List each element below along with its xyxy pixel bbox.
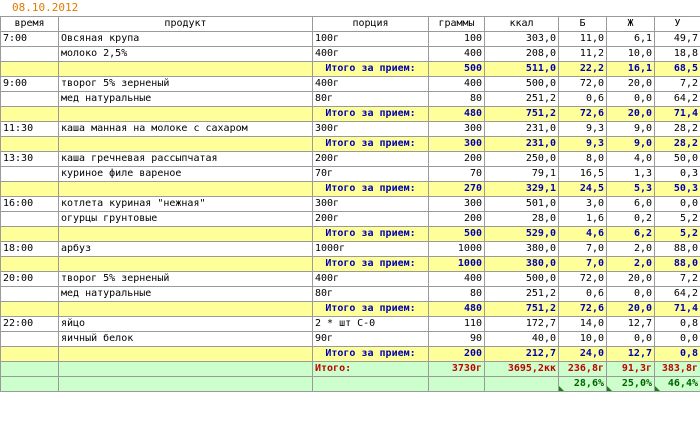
meal-total-carbs[interactable]: 28,2 [655,137,700,152]
cell[interactable] [59,257,313,272]
carbs-cell[interactable]: 64,2 [655,287,700,302]
protein-cell[interactable]: 0,6 [559,92,607,107]
protein-cell[interactable]: 11,2 [559,47,607,62]
protein-cell[interactable]: 9,3 [559,122,607,137]
header-time[interactable]: время [1,17,59,32]
grams-cell[interactable]: 300 [429,197,485,212]
kcal-cell[interactable]: 500,0 [485,77,559,92]
meal-total-protein[interactable]: 4,6 [559,227,607,242]
kcal-cell[interactable]: 28,0 [485,212,559,227]
percent-fat[interactable] [607,377,655,392]
meal-total-grams[interactable]: 200 [429,347,485,362]
meal-total-carbs[interactable]: 88,0 [655,257,700,272]
fat-cell[interactable]: 10,0 [607,47,655,62]
fat-cell[interactable]: 4,0 [607,152,655,167]
meal-total-kcal[interactable]: 231,0 [485,137,559,152]
carbs-cell[interactable]: 50,0 [655,152,700,167]
meal-total-row [1,302,700,317]
portion-cell[interactable]: 300г [313,122,429,137]
protein-cell[interactable]: 16,5 [559,167,607,182]
grams-cell[interactable]: 400 [429,77,485,92]
carbs-cell[interactable]: 0,0 [655,197,700,212]
meal-total-grams[interactable]: 1000 [429,257,485,272]
protein-cell[interactable]: 7,0 [559,242,607,257]
meal-total-kcal[interactable]: 380,0 [485,257,559,272]
table-row [1,32,700,47]
table-row [1,77,700,92]
fat-cell[interactable]: 0,0 [607,287,655,302]
percent-carbs-value: 46,4% [667,378,698,389]
product-cell[interactable]: творог 5% зерненый [59,77,313,92]
meal-total-label[interactable]: Итого за прием: [313,107,429,122]
meal-total-fat[interactable]: 16,1 [607,62,655,77]
fat-cell[interactable]: 20,0 [607,77,655,92]
meal-total-grams[interactable]: 480 [429,107,485,122]
meal-total-fat[interactable]: 12,7 [607,347,655,362]
cell[interactable] [59,227,313,242]
date-label: 08.10.2012 [12,1,79,14]
cell[interactable] [313,377,429,392]
portion-cell[interactable]: 90г [313,332,429,347]
product-cell[interactable]: мед натуральные [59,287,313,302]
meal-time-cell[interactable]: 7:00 [1,32,59,47]
meal-time-cell[interactable] [1,47,59,62]
meal-total-label[interactable]: Итого за прием: [313,257,429,272]
protein-cell[interactable]: 14,0 [559,317,607,332]
percent-row [1,377,700,392]
carbs-cell[interactable]: 7,2 [655,77,700,92]
portion-cell[interactable]: 400г [313,272,429,287]
comment-marker-icon [559,386,564,391]
grand-total-kcal[interactable]: 3695,2кк [485,362,559,377]
meal-time-cell[interactable]: 22:00 [1,317,59,332]
meal-total-row [1,107,700,122]
kcal-cell[interactable]: 251,2 [485,92,559,107]
kcal-cell[interactable]: 303,0 [485,32,559,47]
grams-cell[interactable]: 90 [429,332,485,347]
meal-total-protein[interactable]: 7,0 [559,257,607,272]
product-cell[interactable]: яичный белок [59,332,313,347]
cell[interactable] [59,377,313,392]
carbs-cell[interactable]: 88,0 [655,242,700,257]
meal-total-protein[interactable]: 72,6 [559,302,607,317]
grams-cell[interactable]: 200 [429,152,485,167]
product-cell[interactable]: молоко 2,5% [59,47,313,62]
cell[interactable] [485,377,559,392]
meal-total-protein[interactable]: 24,0 [559,347,607,362]
grams-cell[interactable]: 110 [429,317,485,332]
fat-cell[interactable]: 2,0 [607,242,655,257]
protein-cell[interactable]: 1,6 [559,212,607,227]
meal-total-protein[interactable]: 72,6 [559,107,607,122]
header-fat[interactable]: Ж [607,17,655,32]
nutrition-table [0,16,700,392]
meal-time-cell[interactable] [1,332,59,347]
product-cell[interactable]: Овсяная крупа [59,32,313,47]
meal-total-fat[interactable]: 20,0 [607,302,655,317]
meal-total-carbs[interactable]: 71,4 [655,107,700,122]
carbs-cell[interactable]: 49,7 [655,32,700,47]
table-row [1,272,700,287]
grams-cell[interactable]: 100 [429,32,485,47]
meal-total-protein[interactable]: 24,5 [559,182,607,197]
meal-total-kcal[interactable]: 329,1 [485,182,559,197]
table-row [1,167,700,182]
cell[interactable] [1,347,59,362]
table-row [1,122,700,137]
table-row [1,317,700,332]
product-cell[interactable]: каша манная на молоке с сахаром [59,122,313,137]
grand-total-fat[interactable]: 91,3г [607,362,655,377]
protein-cell[interactable]: 72,0 [559,77,607,92]
percent-protein[interactable] [559,377,607,392]
fat-cell[interactable]: 20,0 [607,272,655,287]
table-row [1,197,700,212]
portion-cell[interactable]: 1000г [313,242,429,257]
grams-cell[interactable]: 400 [429,47,485,62]
cell[interactable] [59,362,313,377]
meal-time-cell[interactable] [1,212,59,227]
meal-total-label[interactable]: Итого за прием: [313,347,429,362]
portion-cell[interactable]: 80г [313,287,429,302]
header-grams[interactable]: граммы [429,17,485,32]
header-carbs[interactable]: У [655,17,700,32]
meal-total-label[interactable]: Итого за прием: [313,227,429,242]
meal-total-fat[interactable]: 5,3 [607,182,655,197]
meal-total-grams[interactable]: 500 [429,62,485,77]
table-body [1,32,700,362]
table-row [1,92,700,107]
protein-cell[interactable]: 0,6 [559,287,607,302]
table-row [1,152,700,167]
product-cell[interactable]: творог 5% зерненый [59,272,313,287]
kcal-cell[interactable]: 79,1 [485,167,559,182]
table-row [1,47,700,62]
grand-total-carbs[interactable]: 383,8г [655,362,700,377]
meal-time-cell[interactable]: 11:30 [1,122,59,137]
kcal-cell[interactable]: 40,0 [485,332,559,347]
cell[interactable] [59,107,313,122]
fat-cell[interactable]: 12,7 [607,317,655,332]
meal-total-carbs[interactable]: 68,5 [655,62,700,77]
kcal-cell[interactable]: 500,0 [485,272,559,287]
grams-cell[interactable]: 80 [429,287,485,302]
product-cell[interactable]: яйцо [59,317,313,332]
comment-marker-icon [607,386,612,391]
protein-cell[interactable]: 72,0 [559,272,607,287]
meal-total-kcal[interactable]: 751,2 [485,302,559,317]
cell[interactable] [1,257,59,272]
meal-total-row [1,182,700,197]
kcal-cell[interactable]: 208,0 [485,47,559,62]
meal-total-fat[interactable]: 9,0 [607,137,655,152]
meal-total-row [1,62,700,77]
meal-total-carbs[interactable]: 50,3 [655,182,700,197]
meal-total-fat[interactable]: 20,0 [607,107,655,122]
table-row [1,242,700,257]
meal-time-cell[interactable]: 18:00 [1,242,59,257]
cell[interactable] [429,377,485,392]
cell[interactable] [1,107,59,122]
grams-cell[interactable]: 400 [429,272,485,287]
meal-total-fat[interactable]: 6,2 [607,227,655,242]
meal-total-row [1,347,700,362]
grand-total-grams[interactable]: 3730г [429,362,485,377]
percent-fat-value: 25,0% [621,378,652,389]
fat-cell[interactable]: 6,0 [607,197,655,212]
carbs-cell[interactable]: 7,2 [655,272,700,287]
meal-total-kcal[interactable]: 511,0 [485,62,559,77]
meal-time-cell[interactable]: 20:00 [1,272,59,287]
kcal-cell[interactable]: 501,0 [485,197,559,212]
protein-cell[interactable]: 10,0 [559,332,607,347]
product-cell[interactable]: котлета куриная "нежная" [59,197,313,212]
carbs-cell[interactable]: 5,2 [655,212,700,227]
product-cell[interactable]: арбуз [59,242,313,257]
portion-cell[interactable]: 400г [313,77,429,92]
header-row [1,17,700,32]
meal-total-protein[interactable]: 22,2 [559,62,607,77]
carbs-cell[interactable]: 28,2 [655,122,700,137]
meal-time-cell[interactable]: 16:00 [1,197,59,212]
portion-cell[interactable]: 100г [313,32,429,47]
meal-total-label[interactable]: Итого за прием: [313,182,429,197]
portion-cell[interactable]: 400г [313,47,429,62]
cell[interactable] [1,137,59,152]
grams-cell[interactable]: 200 [429,212,485,227]
fat-cell[interactable]: 0,0 [607,92,655,107]
grams-cell[interactable]: 300 [429,122,485,137]
carbs-cell[interactable]: 18,8 [655,47,700,62]
product-cell[interactable]: куриное филе вареное [59,167,313,182]
portion-cell[interactable]: 70г [313,167,429,182]
cell[interactable] [59,62,313,77]
table-row [1,332,700,347]
header-portion[interactable]: порция [313,17,429,32]
meal-total-carbs[interactable]: 71,4 [655,302,700,317]
header-protein[interactable]: Б [559,17,607,32]
fat-cell[interactable]: 0,2 [607,212,655,227]
kcal-cell[interactable]: 380,0 [485,242,559,257]
kcal-cell[interactable]: 251,2 [485,287,559,302]
grand-total-protein[interactable]: 236,8г [559,362,607,377]
meal-total-fat[interactable]: 2,0 [607,257,655,272]
meal-time-cell[interactable]: 9:00 [1,77,59,92]
portion-cell[interactable]: 80г [313,92,429,107]
fat-cell[interactable]: 0,0 [607,332,655,347]
product-cell[interactable]: огурцы грунтовые [59,212,313,227]
product-cell[interactable]: мед натуральные [59,92,313,107]
meal-total-label[interactable]: Итого за прием: [313,137,429,152]
meal-time-cell[interactable] [1,287,59,302]
meal-total-kcal[interactable]: 529,0 [485,227,559,242]
meal-total-row [1,257,700,272]
fat-cell[interactable]: 1,3 [607,167,655,182]
fat-cell[interactable]: 9,0 [607,122,655,137]
carbs-cell[interactable]: 0,3 [655,167,700,182]
meal-total-kcal[interactable]: 751,2 [485,107,559,122]
cell[interactable] [59,347,313,362]
cell[interactable] [59,137,313,152]
carbs-cell[interactable]: 64,2 [655,92,700,107]
meal-total-grams[interactable]: 480 [429,302,485,317]
carbs-cell[interactable]: 0,8 [655,317,700,332]
cell[interactable] [59,182,313,197]
cell[interactable] [1,362,59,377]
header-kcal[interactable]: ккал [485,17,559,32]
protein-cell[interactable]: 8,0 [559,152,607,167]
grand-total-row [1,362,700,377]
meal-total-row [1,137,700,152]
meal-total-grams[interactable]: 300 [429,137,485,152]
meal-total-protein[interactable]: 9,3 [559,137,607,152]
meal-total-carbs[interactable]: 0,8 [655,347,700,362]
protein-cell[interactable]: 11,0 [559,32,607,47]
carbs-cell[interactable]: 0,0 [655,332,700,347]
portion-cell[interactable]: 200г [313,212,429,227]
grams-cell[interactable]: 70 [429,167,485,182]
cell[interactable] [59,302,313,317]
portion-cell[interactable]: 200г [313,152,429,167]
meal-total-row [1,227,700,242]
cell[interactable] [1,227,59,242]
grams-cell[interactable]: 1000 [429,242,485,257]
cell[interactable] [1,182,59,197]
comment-marker-icon [655,386,660,391]
table-row [1,287,700,302]
kcal-cell[interactable]: 172,7 [485,317,559,332]
portion-cell[interactable]: 300г [313,197,429,212]
meal-total-grams[interactable]: 500 [429,227,485,242]
table-row [1,212,700,227]
kcal-cell[interactable]: 231,0 [485,122,559,137]
grams-cell[interactable]: 80 [429,92,485,107]
cell[interactable] [1,377,59,392]
header-product[interactable]: продукт [59,17,313,32]
meal-total-label[interactable]: Итого за прием: [313,302,429,317]
cell[interactable] [1,62,59,77]
kcal-cell[interactable]: 250,0 [485,152,559,167]
meal-time-cell[interactable] [1,167,59,182]
meal-total-carbs[interactable]: 5,2 [655,227,700,242]
meal-time-cell[interactable] [1,92,59,107]
meal-total-grams[interactable]: 270 [429,182,485,197]
cell[interactable] [1,302,59,317]
fat-cell[interactable]: 6,1 [607,32,655,47]
product-cell[interactable]: каша гречневая рассыпчатая [59,152,313,167]
meal-total-label[interactable]: Итого за прием: [313,62,429,77]
protein-cell[interactable]: 3,0 [559,197,607,212]
portion-cell[interactable]: 2 * шт С-0 [313,317,429,332]
percent-carbs[interactable] [655,377,700,392]
grand-total-label[interactable]: Итого: [313,362,429,377]
percent-protein-value: 28,6% [573,378,604,389]
meal-time-cell[interactable]: 13:30 [1,152,59,167]
meal-total-kcal[interactable]: 212,7 [485,347,559,362]
